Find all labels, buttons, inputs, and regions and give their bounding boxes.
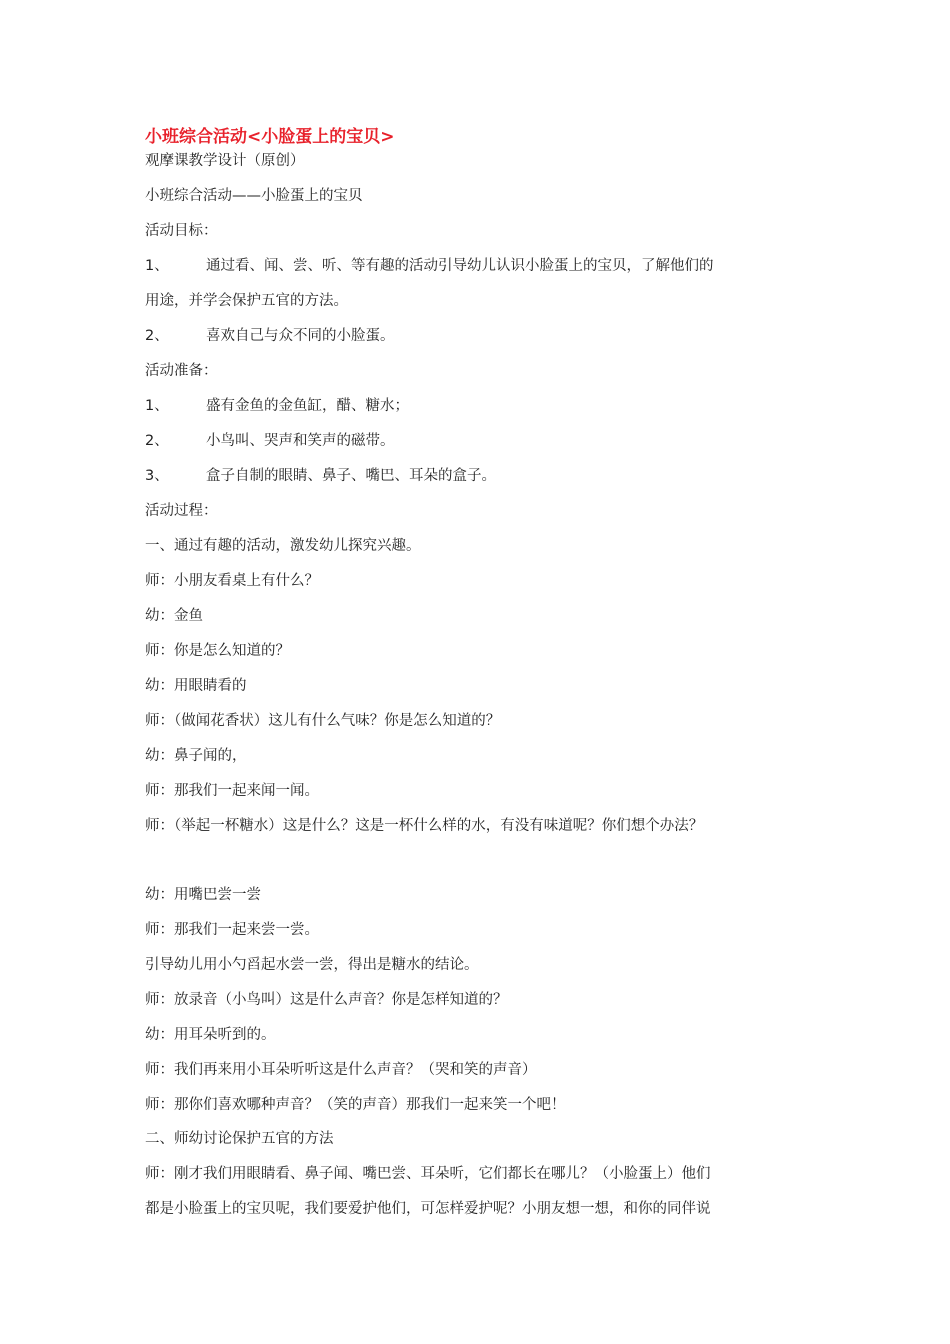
section-heading: 一、通过有趣的活动，激发幼儿探究兴趣。: [145, 538, 421, 554]
dialog-line: 师：小朋友看桌上有什么？: [145, 573, 319, 589]
paragraph-line: 师：刚才我们用眼睛看、鼻子闻、嘴巴尝、耳朵听，它们都长在哪儿？（小脸蛋上）他们: [145, 1166, 711, 1182]
activity-heading: 小班综合活动——小脸蛋上的宝贝: [145, 188, 363, 204]
goal-item: [145, 325, 805, 347]
dialog-line: 幼：金鱼: [145, 608, 203, 624]
prep-label: 活动准备：: [145, 363, 218, 379]
goal-item: [145, 255, 805, 277]
prep-item: [145, 465, 805, 487]
goal-item-continued: [145, 290, 805, 312]
prep-text: 小鸟叫、哭声和笑声的磁带。: [206, 433, 395, 449]
dialog-line: 幼：用耳朵听到的。: [145, 1027, 276, 1043]
dialog-line: 师：放录音（小鸟叫）这是什么声音？你是怎样知道的？: [145, 992, 508, 1008]
dialog-line: 幼：用嘴巴尝一尝: [145, 887, 261, 903]
dialog-line: 幼：用眼睛看的: [145, 678, 247, 694]
dialog-line: 幼：鼻子闻的，: [145, 748, 247, 764]
prep-item: [145, 430, 805, 452]
prep-text: 盒子自制的眼睛、鼻子、嘴巴、耳朵的盒子。: [206, 468, 496, 484]
document-subtitle: 观摩课教学设计（原创）: [145, 153, 305, 169]
goal-text: 用途，并学会保护五官的方法。: [145, 293, 348, 309]
dialog-line: 师：那我们一起来尝一尝。: [145, 922, 319, 938]
goals-label: 活动目标：: [145, 223, 218, 239]
prep-number: 3、: [145, 468, 169, 484]
dialog-line: 师：那你们喜欢哪种声音？（笑的声音）那我们一起来笑一个吧！: [145, 1097, 566, 1113]
dialog-line: 师：（做闻花香状）这儿有什么气味？你是怎么知道的？: [145, 713, 501, 729]
prep-number: 2、: [145, 433, 169, 449]
prep-item: [145, 395, 805, 417]
section-heading: 二、师幼讨论保护五官的方法: [145, 1131, 334, 1147]
dialog-line: 师：你是怎么知道的？: [145, 643, 290, 659]
prep-text: 盛有金鱼的金鱼缸，醋、糖水；: [206, 398, 409, 414]
goal-number: 2、: [145, 328, 169, 344]
goal-text: 通过看、闻、尝、听、等有趣的活动引导幼儿认识小脸蛋上的宝贝，了解他们的: [206, 258, 714, 274]
process-label: 活动过程：: [145, 503, 218, 519]
paragraph-line: 都是小脸蛋上的宝贝呢，我们要爱护他们，可怎样爱护呢？小朋友想一想，和你的同伴说: [145, 1201, 711, 1217]
dialog-line: 师：我们再来用小耳朵听听这是什么声音？（哭和笑的声音）: [145, 1062, 537, 1078]
prep-number: 1、: [145, 398, 169, 414]
goal-text: 喜欢自己与众不同的小脸蛋。: [206, 328, 395, 344]
dialog-line: 师：（举起一杯糖水）这是什么？这是一杯什么样的水，有没有味道呢？你们想个办法？: [145, 818, 704, 834]
dialog-line: 师：那我们一起来闻一闻。: [145, 783, 319, 799]
document-title: 小班综合活动<小脸蛋上的宝贝>: [145, 127, 395, 147]
dialog-line: 引导幼儿用小勺舀起水尝一尝，得出是糖水的结论。: [145, 957, 479, 973]
goal-number: 1、: [145, 258, 169, 274]
